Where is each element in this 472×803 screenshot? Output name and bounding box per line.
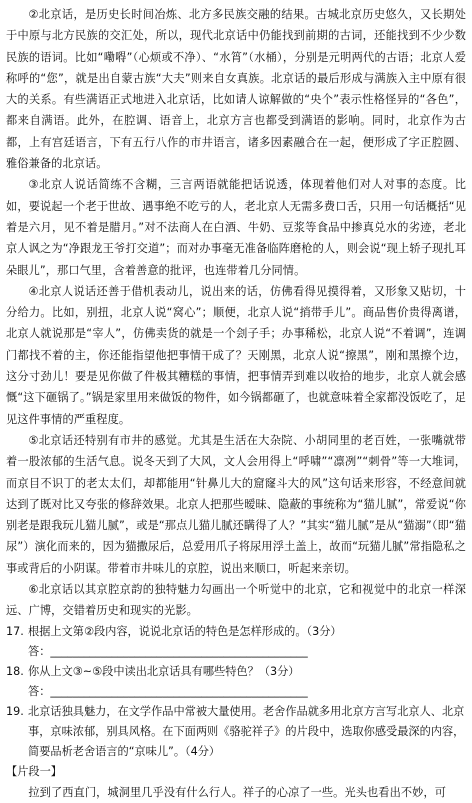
question-19 [6,702,466,762]
excerpt-text: 拉到了西直门，城洞里几乎没有什么行人。祥子的心凉了一些。光头也看出不妙，可 [28,785,447,799]
paragraph-3: ③北京人说话简练不含糊，三言两语就能把话说透，体现着他们对人对事的态度。比如，要说起一个老于世故、遇事绝不吃亏的人，老北京人无需多费口舌，只用一句话概括“见着是六月，见不着是腊月。”对不法商人在白酒、牛奶、豆浆等食品中掺真兑水的劣迹，老北京人讽之为“净跟龙王爷打交道”；而对办事毫无准备临阵磨枪的人，则会说“现上轿子现扎耳朵眼儿”，那口气里，含着善意的批评，也连带着几分同情。 [6,178,466,277]
question-text: 北京话独具魅力，在文学作品中常被大量使用。老舍作品就多用北京方言写北京人、北京事，京味浓郁，别具风格。在下面两则《骆驼祥子》的片段中，选取你感受最深的内容，简要品析老舍语言的“京味儿”。（4分） [28,704,465,758]
question-number: 18. [6,664,24,678]
question-number: 17. [6,624,24,638]
paragraph-6: ⑥北京话以其京腔京韵的独特魅力勾画出一个听觉中的北京，它和视觉中的北京一样深远、广博，交错着历史和现实的光影。 [6,583,466,618]
answer-line-17[interactable]: 答：______________________________________________ [28,644,308,658]
excerpt-title: 【片段一】 [6,764,62,778]
question-text: 根据上文第②段内容，说说北京话的特色是怎样形成的。（3分） [28,624,342,638]
paragraph-4: ④北京人说话还善于借机表动儿，说出来的话，仿佛看得见摸得着，又形象又贴切，十分给力。比如，别扭，北京人说“窝心”；顺便，北京人说“捎带手儿”。商品售价贵得离谱，北京人就说那是“宰人”，仿佛卖货的就是一个刽子手；办事稀松，北京人说“不着调”，连调门都找不着的主，你还能指望他把事情干成了？天刚黑，北京人说“擦黑”，刚和黑擦个边，这分寸劲儿！要是见你做了件极其糟糕的事情，把事情弄到难以收拾的地步，北京人就会感慨“这下砸锅了。”锅是家里用来做饭的物件，如今锅都砸了，也就意味着全家都没饭吃了，足见这件事情的严重程度。 [6,284,466,426]
question-17 [6,622,466,642]
question-text: 你从上文③~⑤段中读出北京话具有哪些特色？（3分） [28,664,300,678]
paragraph-2: ②北京话，是历史长时间冶炼、北方多民族交融的结果。古城北京历史悠久，又长期处于中原与北方民族的交汇处，所以，现代北京话中仍能找到前期的古词，还能找到不少少数民族的语词。比如“嘞嘚”（心烦或不净）、“水筲”（水桶），分别是元明两代的古语；北京人爱称呼的“您”，就是出自蒙古族“大夫”则来自女真族。北京话的最后形成与满族入主中原有很大的关系。有些满语正式地进入北京话，比如请人谅解做的“央个”表示性格怪异的“各色”，都来自满语。此外，在腔调、语音上，北京方言也都受到满语的影响。同时，北京作为古都，上有宫廷语言，下有五行八作的市井语言，诸多因素融合在一起，便形成了字正腔圆、雅俗兼备的北京话。 [6,8,466,171]
question-18 [6,662,466,682]
paragraph-5: ⑤北京话还特别有市井的感觉。尤其是生活在大杂院、小胡同里的老百姓，一张嘴就带着一股浓郁的生活气息。说冬天到了大风，文人会用得上“呼啸”“凛冽”“刺骨”等一大堆词，而京目不识丁的老太太们，却都能用“针鼻儿大的窟窿斗大的风”这句话来形容，不经意间就达到了既对比又夸张的修辞效果。北京人把那些暧昧、隐蔽的事统称为“猫儿腻”，常爱说“你别老是跟我玩儿猫儿腻”，或是“那点儿猫儿腻还瞒得了人？”其实“猫儿腻”是从“猫溺”（即“猫尿”）演化而来的，因为猫撒尿后，总爱用爪子将尿用浮土盖上，故而“玩猫儿腻”常指隐私之事或背后的小阴谋。带着市井味儿的京腔，说出来顺口，听起来亲切。 [6,433,466,575]
answer-line-18[interactable]: 答：______________________________________________ [28,684,308,698]
question-number: 19. [6,704,24,718]
